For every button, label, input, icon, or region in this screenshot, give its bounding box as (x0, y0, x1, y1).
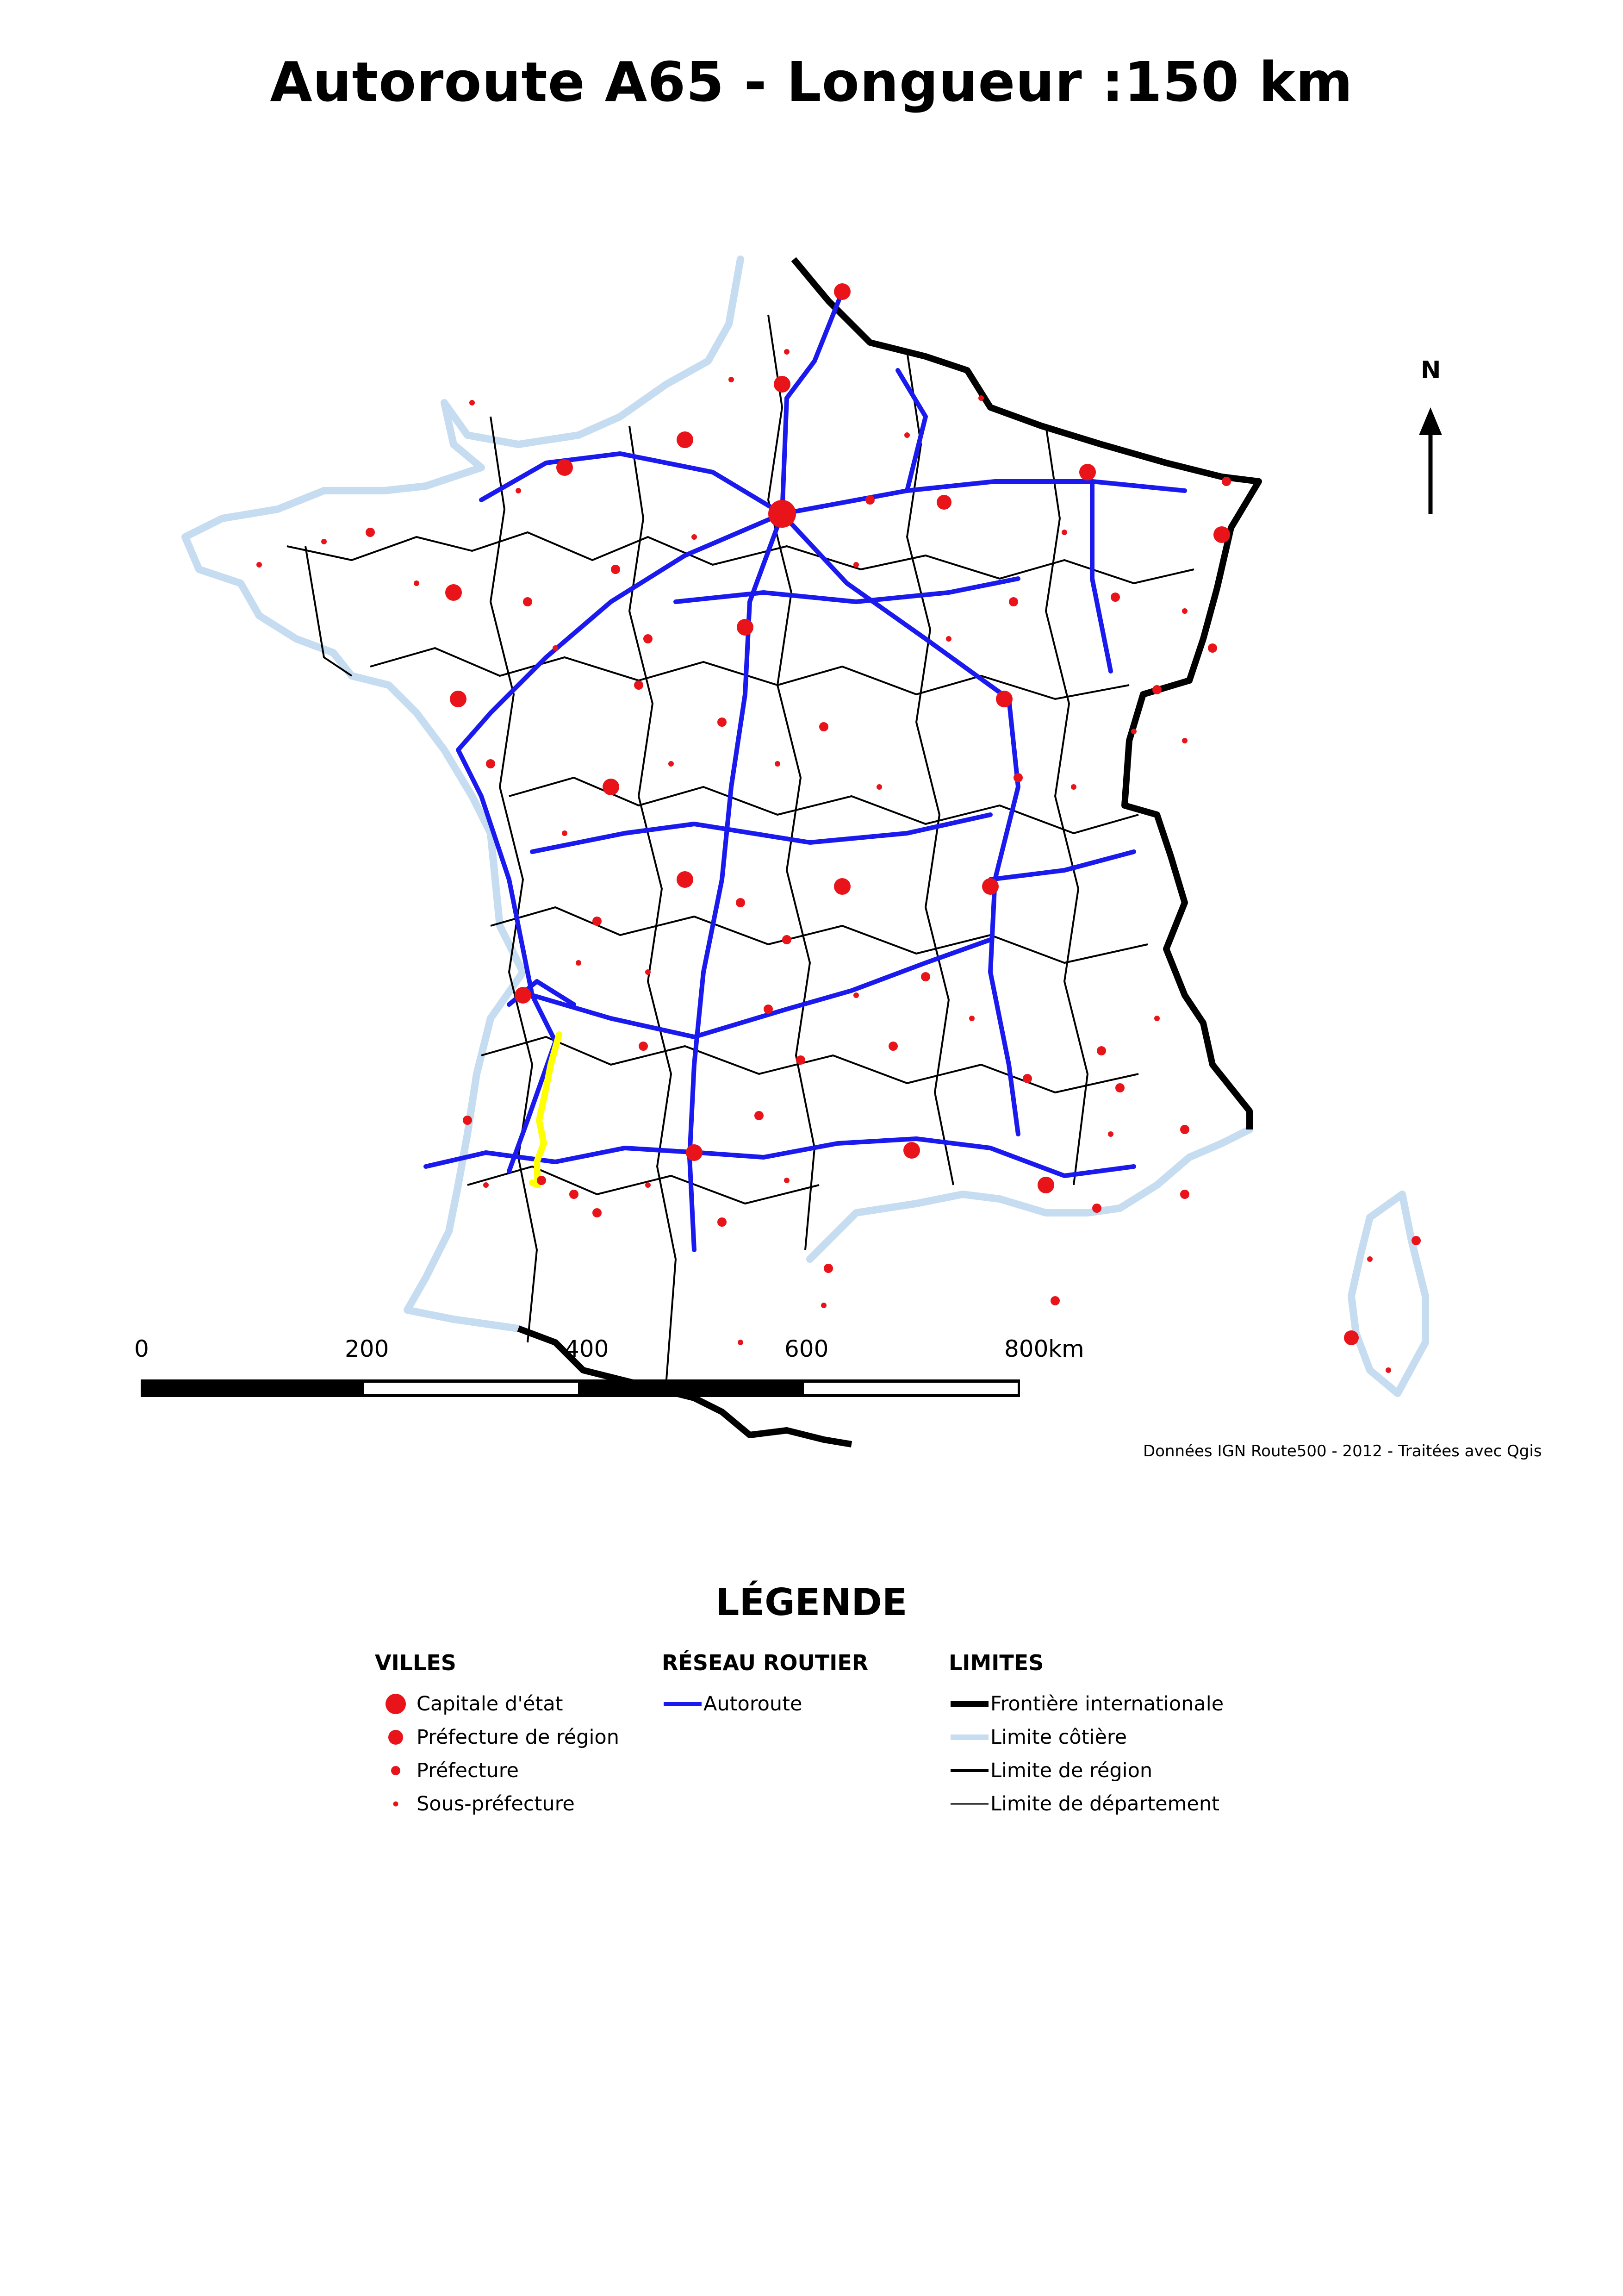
region-line-icon (951, 1769, 989, 1772)
scale-tick-800: 800 (1004, 1335, 1049, 1362)
legend-villes (375, 1650, 619, 1821)
legend-reseau (662, 1650, 868, 1721)
data-credit: Données IGN Route500 - 2012 - Traitées avec Qgis (1143, 1442, 1542, 1460)
coastline (185, 259, 1425, 1393)
north-arrow (1419, 407, 1442, 514)
legend-limites-heading: LIMITES (949, 1650, 1044, 1675)
legend-item-cotiere: Limite côtière (949, 1721, 1224, 1754)
coast-line-icon (951, 1734, 989, 1740)
legend-reseau-heading: RÉSEAU ROUTIER (662, 1650, 869, 1675)
scale-tick-200: 200 (345, 1335, 389, 1362)
scale-unit: km (1048, 1335, 1084, 1362)
legend-title: LÉGENDE (715, 1581, 908, 1624)
legend-item-prefecture-region: Préfecture de région (375, 1721, 619, 1754)
north-label: N (1421, 356, 1441, 384)
scale-tick-400: 400 (565, 1335, 609, 1362)
legend-item-frontiere: Frontière internationale (949, 1687, 1224, 1721)
map-title: Autoroute A65 - Longueur :150 km (270, 50, 1353, 114)
frontier-line-icon (951, 1701, 989, 1707)
legend-item-departement: Limite de département (949, 1787, 1224, 1821)
scale-tick-600: 600 (784, 1335, 829, 1362)
scale-tick-0: 0 (134, 1335, 149, 1362)
international-frontier (518, 259, 1259, 1444)
legend-item-autoroute: Autoroute (662, 1687, 868, 1721)
legend-item-region: Limite de région (949, 1754, 1224, 1787)
scale-bar (141, 1379, 1020, 1397)
region-prefecture-marker-icon (388, 1730, 403, 1745)
legend-item-sous-prefecture: Sous-préfecture (375, 1787, 619, 1821)
autoroute-line-icon (664, 1702, 702, 1706)
city-markers (256, 283, 1421, 1373)
sous-prefecture-marker-icon (393, 1802, 398, 1807)
department-boundaries (287, 315, 1194, 1379)
prefecture-marker-icon (391, 1766, 400, 1775)
legend-villes-heading: VILLES (375, 1650, 456, 1675)
capital-marker-icon (386, 1694, 406, 1714)
legend-item-prefecture: Préfecture (375, 1754, 619, 1787)
department-line-icon (951, 1803, 989, 1805)
legend-limites (949, 1650, 1224, 1821)
legend-item-capitale: Capitale d'état (375, 1687, 619, 1721)
